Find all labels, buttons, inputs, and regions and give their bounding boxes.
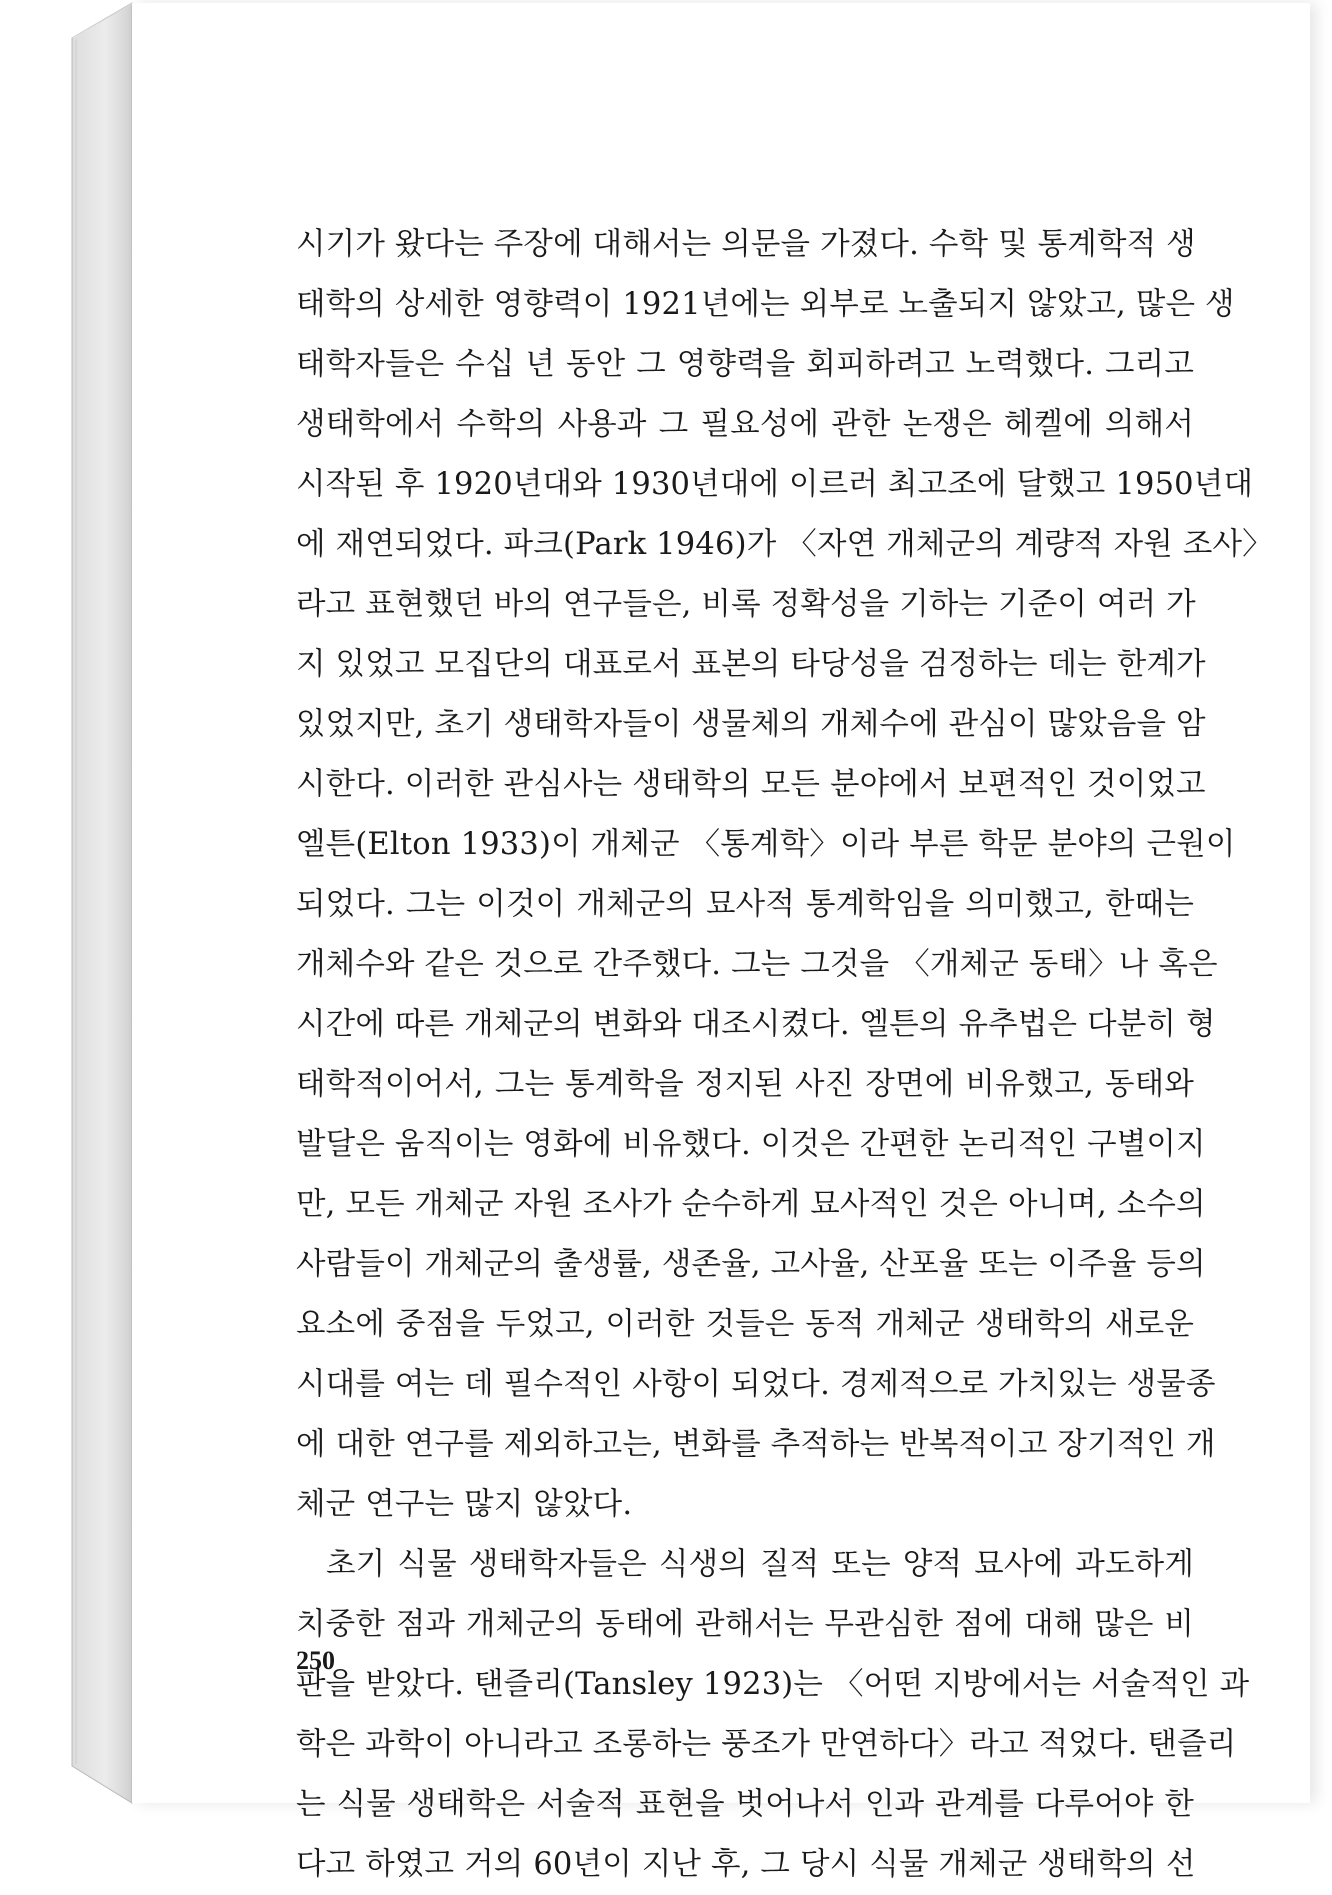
text-line: 학은 과학이 아니라고 조롱하는 풍조가 만연하다〉라고 적었다. 탠즐리 (296, 1727, 1237, 1762)
text-line: 만, 모든 개체군 자원 조사가 순수하게 묘사적인 것은 아니며, 소수의 (296, 1187, 1206, 1222)
text-line: 라고 표현했던 바의 연구들은, 비록 정확성을 기하는 기준이 여러 가 (296, 587, 1196, 622)
text-line: 에 대한 연구를 제외하고는, 변화를 추적하는 반복적이고 장기적인 개 (296, 1427, 1216, 1462)
text-line: 개체수와 같은 것으로 간주했다. 그는 그것을 〈개체군 동태〉나 혹은 (296, 947, 1218, 982)
text-line: 치중한 점과 개체군의 동태에 관해서는 무관심한 점에 대해 많은 비 (296, 1607, 1194, 1642)
text-line: 체군 연구는 많지 않았다. (296, 1487, 633, 1522)
text-line: 에 재연되었다. 파크(Park 1946)가 〈자연 개체군의 계량적 자원 조사〉 (296, 527, 1273, 562)
paragraph-1 (296, 215, 1273, 1535)
text-line: 판을 받았다. 탠즐리(Tansley 1923)는 〈어떤 지방에서는 서술적인 과 (296, 1667, 1250, 1702)
book-side-edge (72, 3, 132, 1803)
paragraph-2 (296, 1535, 1250, 1895)
text-line: 시작된 후 1920년대와 1930년대에 이르러 최고조에 달했고 1950년대 (296, 467, 1254, 502)
text-line: 시대를 여는 데 필수적인 사항이 되었다. 경제적으로 가치있는 생물종 (296, 1367, 1216, 1402)
text-line: 다고 하였고 거의 60년이 지난 후, 그 당시 식물 개체군 생태학의 선 (296, 1847, 1196, 1882)
text-line: 는 식물 생태학은 서술적 표현을 벗어나서 인과 관계를 다루어야 한 (296, 1787, 1194, 1822)
text-line: 요소에 중점을 두었고, 이러한 것들은 동적 개체군 생태학의 새로운 (296, 1307, 1194, 1342)
body-text (296, 215, 1273, 1895)
text-line: 시간에 따른 개체군의 변화와 대조시켰다. 엘튼의 유추법은 다분히 형 (296, 1007, 1216, 1042)
text-line: 태학자들은 수십 년 동안 그 영향력을 회피하려고 노력했다. 그리고 (296, 347, 1194, 382)
text-line: 발달은 움직이는 영화에 비유했다. 이것은 간편한 논리적인 구별이지 (296, 1127, 1206, 1162)
text-line: 초기 식물 생태학자들은 식생의 질적 또는 양적 묘사에 과도하게 (326, 1547, 1194, 1582)
text-line: 있었지만, 초기 생태학자들이 생물체의 개체수에 관심이 많았음을 암 (296, 707, 1206, 742)
text-line: 태학의 상세한 영향력이 1921년에는 외부로 노출되지 않았고, 많은 생 (296, 287, 1235, 322)
page-number: 250 (296, 1646, 335, 1675)
text-line: 태학적이어서, 그는 통계학을 정지된 사진 장면에 비유했고, 동태와 (296, 1067, 1194, 1102)
text-line: 지 있었고 모집단의 대표로서 표본의 타당성을 검정하는 데는 한계가 (296, 647, 1206, 682)
text-line: 사람들이 개체군의 출생률, 생존율, 고사율, 산포율 또는 이주율 등의 (296, 1247, 1206, 1282)
text-line: 시기가 왔다는 주장에 대해서는 의문을 가졌다. 수학 및 통계학적 생 (296, 227, 1196, 262)
text-line: 되었다. 그는 이것이 개체군의 묘사적 통계학임을 의미했고, 한때는 (296, 887, 1194, 922)
text-line: 시한다. 이러한 관심사는 생태학의 모든 분야에서 보편적인 것이었고 (296, 767, 1206, 802)
text-line: 생태학에서 수학의 사용과 그 필요성에 관한 논쟁은 헤켈에 의해서 (296, 407, 1194, 442)
text-line: 엘튼(Elton 1933)이 개체군 〈통계학〉이라 부른 학문 분야의 근원이 (296, 827, 1236, 862)
